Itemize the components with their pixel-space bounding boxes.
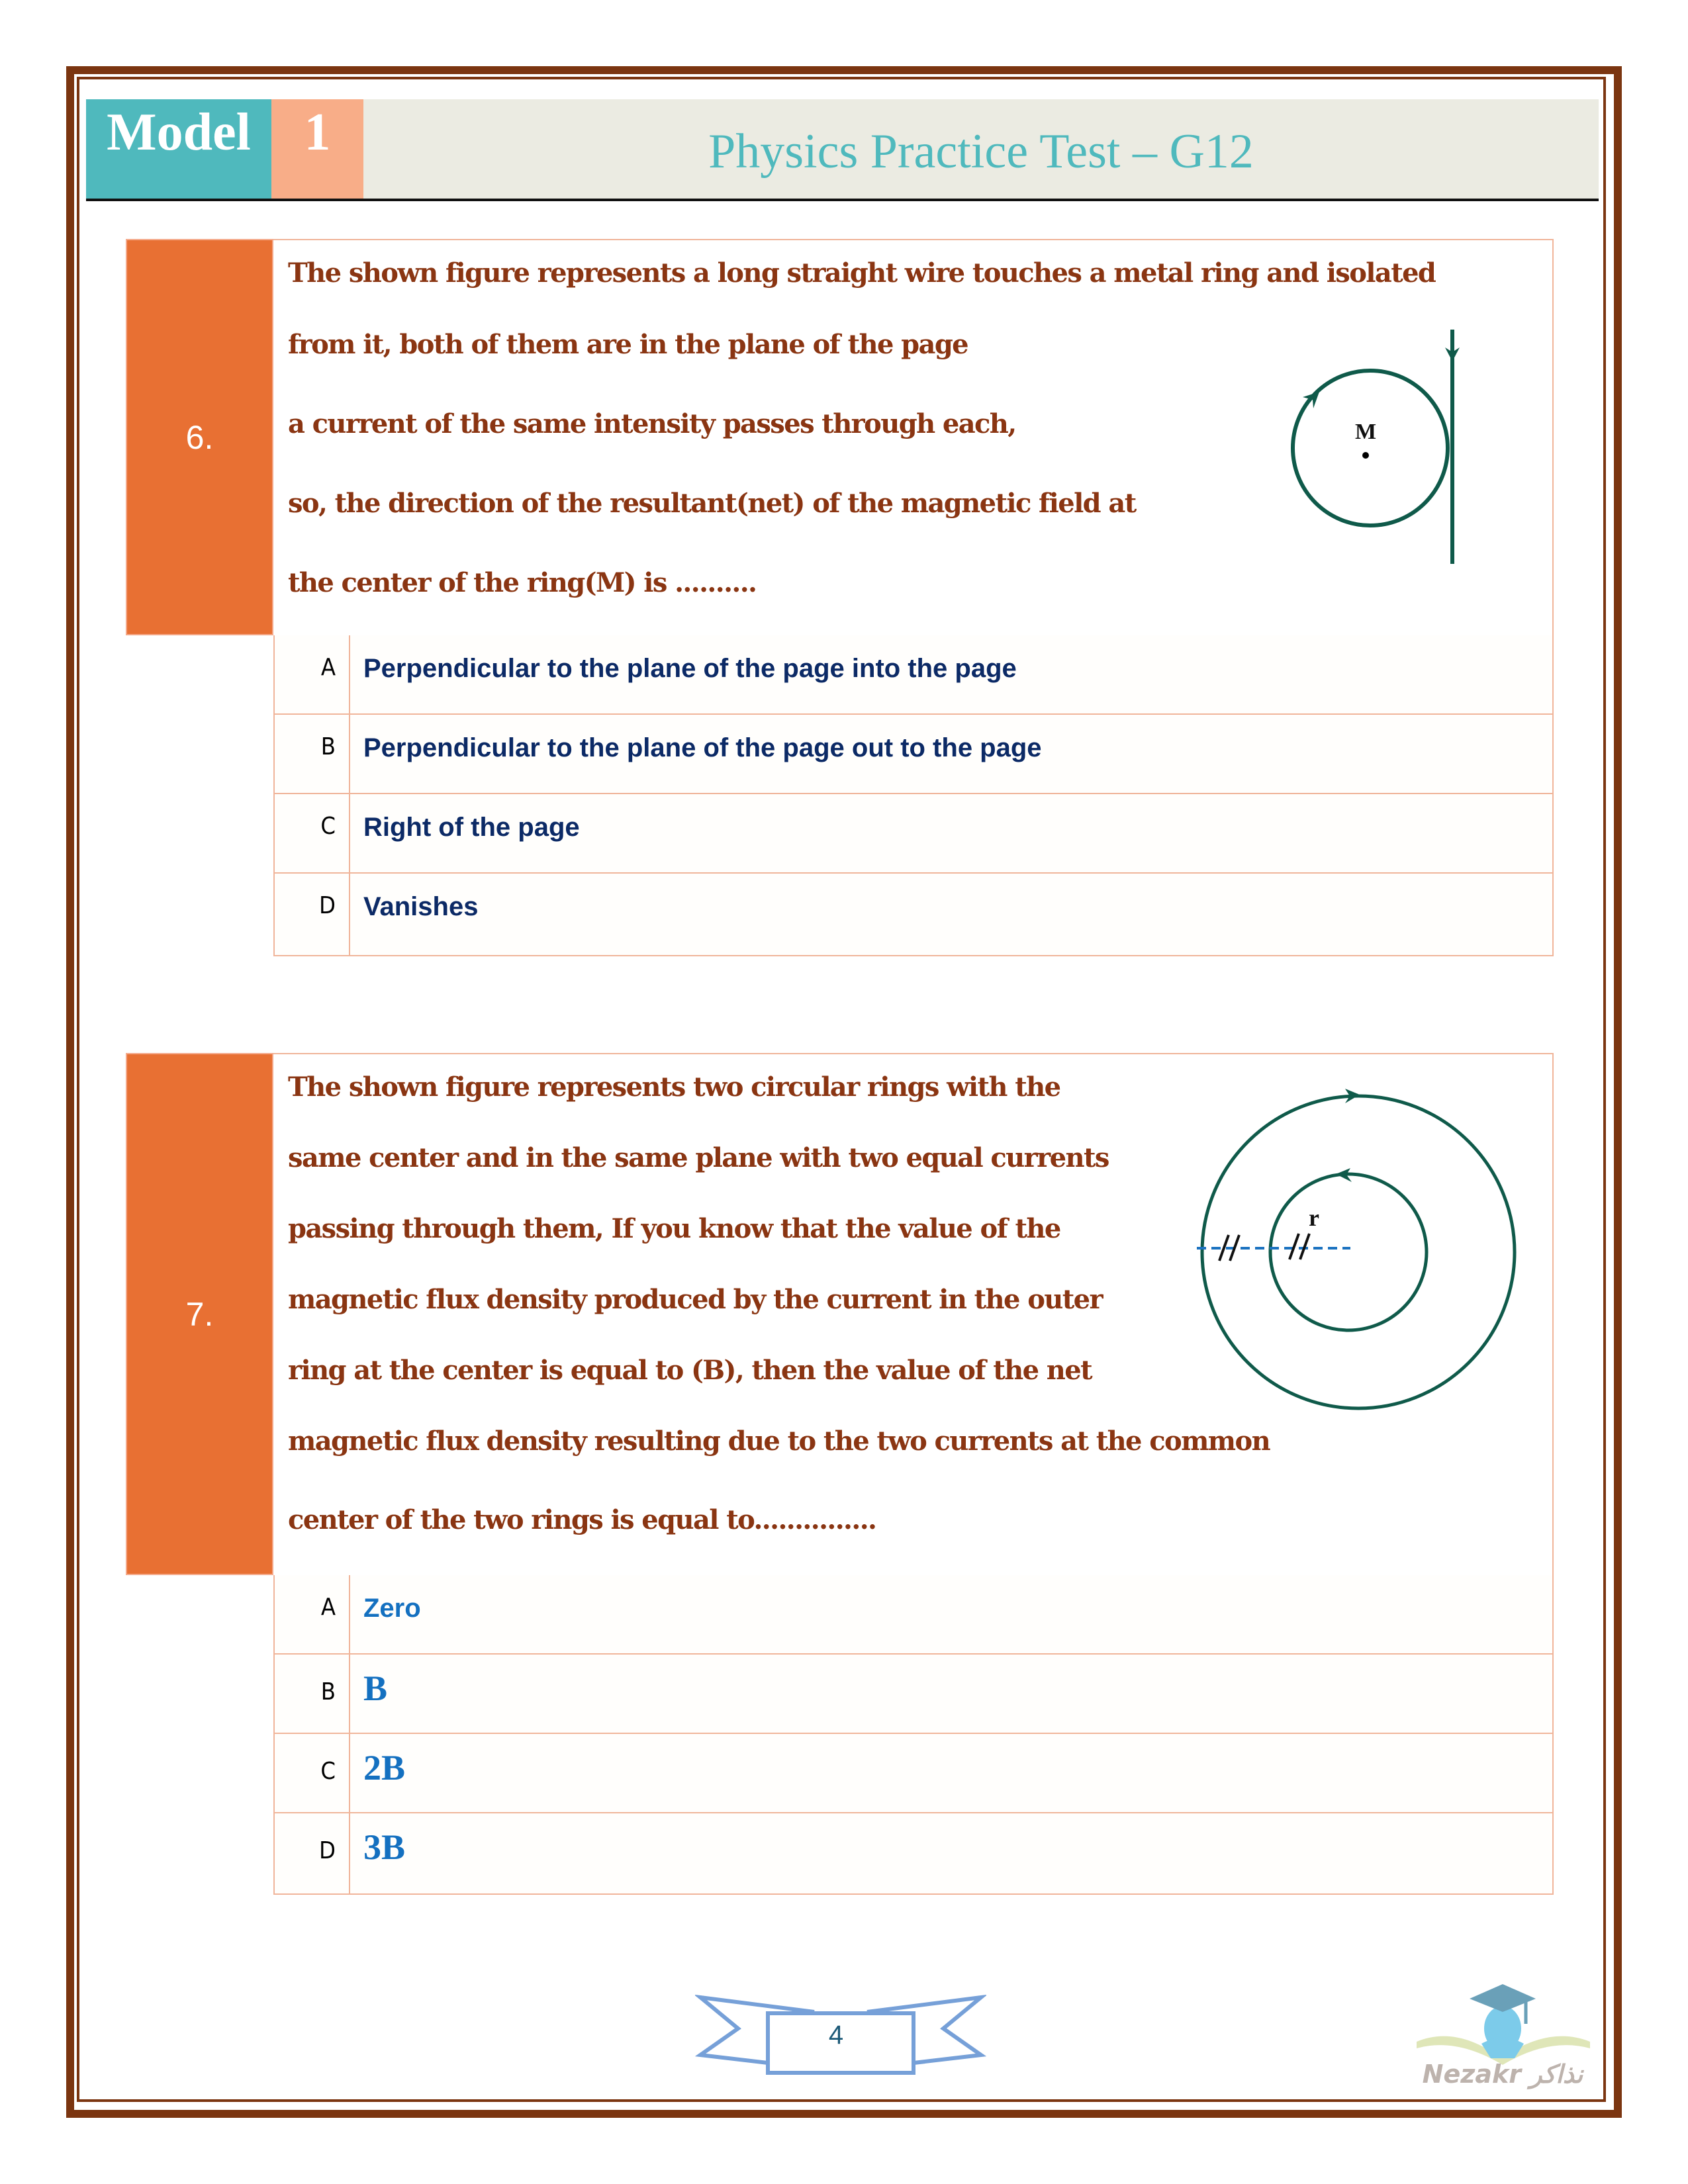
question-text-line: magnetic flux density resulting due to the two currents at the common (288, 1426, 1270, 1457)
question-text-line: magnetic flux density produced by the current in the outer (288, 1284, 1102, 1315)
question-text-line: ring at the center is equal to (B), then the value of the net (288, 1355, 1092, 1386)
option-a[interactable] (275, 1575, 1552, 1655)
question-text-line: so, the direction of the resultant(net) of the magnetic field at (288, 488, 1136, 519)
question-number-6: 6. (126, 239, 273, 635)
option-a[interactable] (275, 635, 1552, 715)
inner-ring (1270, 1174, 1427, 1330)
option-c[interactable] (275, 794, 1552, 874)
option-text: B (363, 1668, 388, 1708)
option-d[interactable] (275, 874, 1552, 956)
center-point (1362, 452, 1369, 459)
option-letter: B (275, 715, 350, 793)
option-b[interactable] (275, 715, 1552, 794)
concentric-rings-figure (1178, 1072, 1523, 1416)
radius-label: r (1309, 1205, 1319, 1231)
question-text-line: same center and in the same plane with two equal currents (288, 1142, 1109, 1173)
question-number-7: 7. (126, 1053, 273, 1575)
wire-and-ring-figure (1258, 318, 1489, 576)
model-number: 1 (271, 99, 363, 199)
page-title: Physics Practice Test – G12 (363, 99, 1599, 199)
option-letter: D (275, 874, 350, 955)
option-letter: C (275, 794, 350, 872)
option-text: 3B (363, 1827, 406, 1867)
option-letter: D (275, 1813, 350, 1893)
option-text: Zero (363, 1594, 421, 1623)
question-6-options (273, 635, 1554, 956)
option-letter: A (275, 635, 350, 713)
option-letter: C (275, 1734, 350, 1812)
option-d[interactable] (275, 1813, 1552, 1895)
option-text: Vanishes (363, 892, 479, 921)
option-text: 2B (363, 1748, 406, 1788)
option-c[interactable] (275, 1734, 1552, 1813)
question-text-line: The shown figure represents two circular rings with the (288, 1071, 1060, 1103)
question-text-line: from it, both of them are in the plane of the page (288, 329, 968, 360)
question-text-line: center of the two rings is equal to............... (288, 1504, 876, 1535)
option-letter: B (275, 1655, 350, 1733)
center-label: M (1354, 420, 1377, 444)
question-text-line: passing through them, If you know that the value of the (288, 1213, 1060, 1244)
option-text: Perpendicular to the plane of the page into the page (363, 654, 1017, 683)
header-rule (86, 199, 1599, 201)
option-text: Perpendicular to the plane of the page out to the page (363, 733, 1042, 762)
option-text: Right of the page (363, 813, 580, 842)
question-text-line: a current of the same intensity passes through each, (288, 408, 1016, 439)
option-b[interactable] (275, 1655, 1552, 1734)
model-label: Model (86, 99, 271, 199)
question-7-options (273, 1575, 1554, 1895)
option-letter: A (275, 1575, 350, 1653)
outer-ring (1202, 1096, 1515, 1408)
question-text-line: the center of the ring(M) is .......... (288, 567, 757, 598)
question-text-line: The shown figure represents a long straight wire touches a metal ring and isolated (288, 257, 1436, 289)
logo-text: Nezakr نذاكر (1422, 2060, 1583, 2089)
page-number: 4 (828, 2021, 844, 2050)
